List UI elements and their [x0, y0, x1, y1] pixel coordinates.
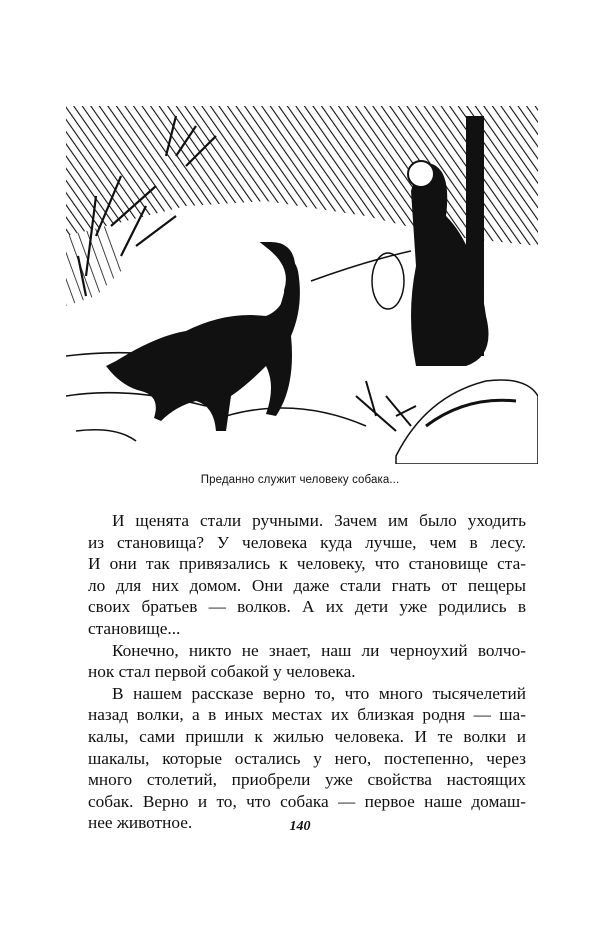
text-line: И они так привязались к человеку, что становище ста- [88, 554, 526, 574]
text-line: нок стал первой собакой у человека. [88, 662, 356, 682]
text-line: своих братьев — волков. А их дети уже родились в [88, 597, 526, 617]
text-line: собак. Верно и то, что собака — первое наше домаш- [88, 791, 526, 811]
text-line: нее животное. [88, 813, 193, 833]
text-line: И щенята стали ручными. Зачем им было уходить [112, 511, 526, 530]
text-line: В нашем рассказе верно то, что много тысячелетий [112, 683, 526, 703]
text-line: назад волки, а в иных местах их близкая родня — ша- [88, 705, 526, 725]
text-line: Конечно, никто не знает, наш ли черноухий волчо- [112, 640, 526, 660]
body-text [88, 510, 526, 834]
figure-caption: Преданно служит человеку собака... [200, 474, 400, 486]
text-line: из становища? У человека куда лучше, чем в лесу. [88, 532, 526, 552]
text-line: ло для них домом. Они даже стали гнать от пещеры [88, 575, 526, 595]
text-line: калы, сами пришли к жилью человека. И те волки и [88, 726, 526, 746]
dog-and-man-illustration [66, 96, 538, 464]
text-line: много столетий, приобрели уже свойства настоящих [88, 770, 526, 790]
text-line: становище... [88, 618, 181, 638]
page-number: 140 [289, 819, 311, 834]
text-line: шакалы, которые остались у него, постепенно, через [88, 748, 526, 768]
illustration [66, 96, 538, 464]
